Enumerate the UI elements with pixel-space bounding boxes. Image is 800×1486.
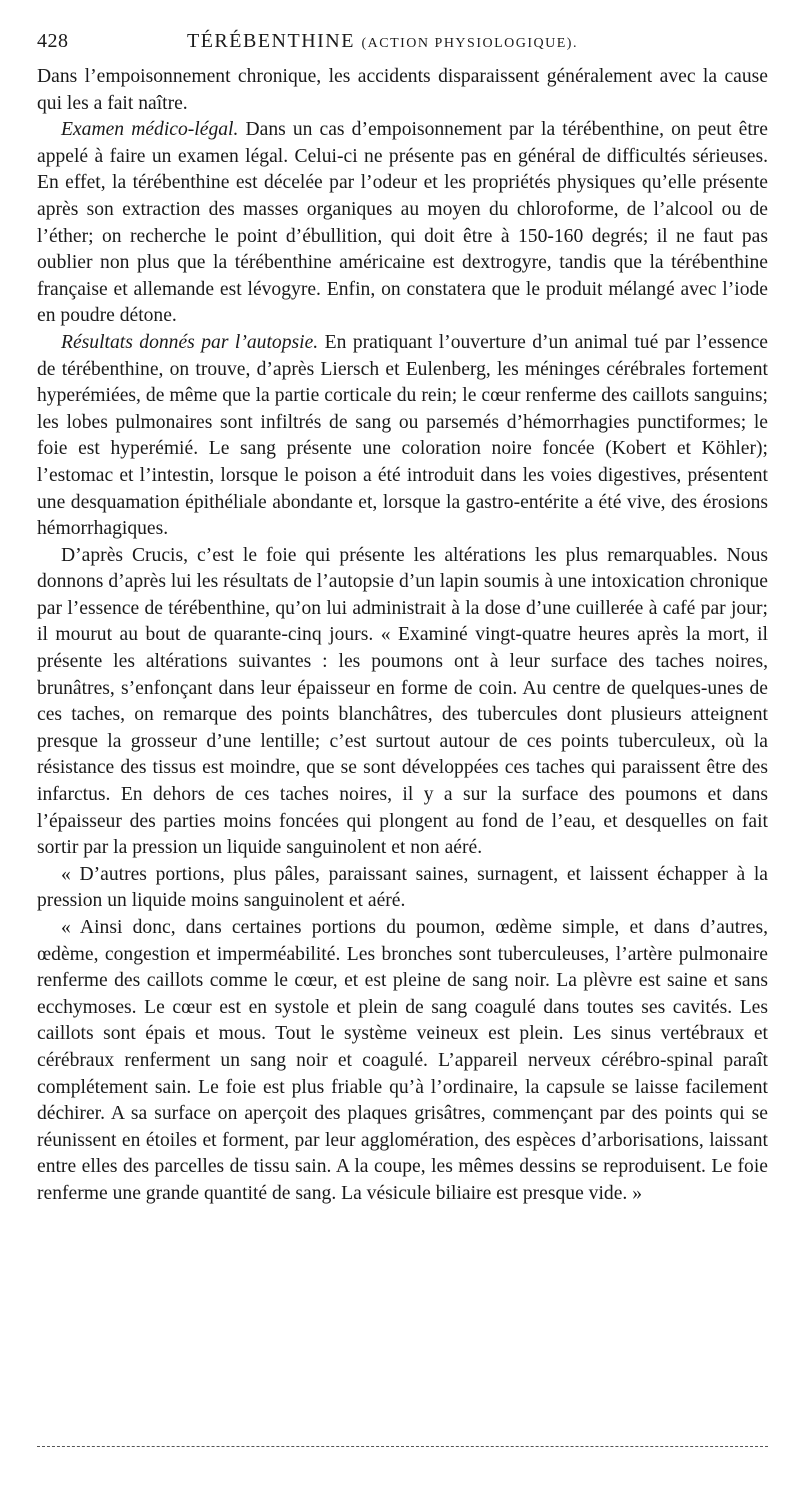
page [37, 30, 768, 1208]
footer-dashed-rule [37, 1446, 768, 1447]
paragraph-text: « Ainsi donc, dans certaines portions du poumon, œdème simple, et dans d’autres, œdème, congestion et imperméabilité. Les bronches sont tuberculeuses, l’artère pulmonaire renferme des caillots comme le cœur, et est pleine de sang noir. La plèvre est saine et sans ecchymoses. Le cœur est en systole et plein de sang coagulé dans toutes ses cavités. Les caillots sont épais et mous. Tout le système veineux est plein. Les sinus vertébraux et cérébraux renferment un sang noir et coagulé. L’appareil nerveux cérébro-spinal paraît complétement sain. Le foie est plus friable qu’à l’ordinaire, la capsule se laisse facilement déchirer. A sa surface on aperçoit des plaques grisâtres, commençant par des points qui se réunissent en étoiles et forment, par leur agglomération, des espèces d’arborisations, laissant entre elles des parcelles de tissu sain. A la coupe, les mêmes dessins se reproduisent. Le foie renferme une grande quantité de sang. La vésicule biliaire est presque vide. » [37, 917, 768, 1204]
paragraph [37, 117, 768, 330]
paragraph-lead: Examen médico-légal. [61, 119, 239, 141]
body-text [37, 64, 768, 1208]
paragraph [37, 915, 768, 1208]
paragraph-text: Dans un cas d’empoisonnement par la térébenthine, on peut être appelé à faire un examen légal. Celui-ci ne présente pas en général de difficultés sérieuses. En effet, la térébenthine est décelée par l’odeur et les propriétés physiques qu’elle présente après son extraction des masses organiques au moyen du chloroforme, de l’alcool ou de l’éther; on recherche le point d’ébullition, qui doit être à 150-160 degrés; il ne faut pas oublier non plus que la térébenthine américaine est dextrogyre, tandis que la térébenthine française et allemande est lévogyre. Enfin, on constatera que le produit mélangé avec l’iode en poudre détone. [37, 119, 768, 327]
paragraph-text: Dans l’empoisonnement chronique, les accidents disparaissent généralement avec la cause qui les a fait naître. [37, 66, 768, 114]
running-title-sub: (ACTION PHYSIOLOGIQUE). [361, 36, 578, 51]
paragraph-lead: Résultats donnés par l’autopsie. [61, 331, 319, 353]
running-title-main: TÉRÉBENTHINE [187, 30, 355, 52]
paragraph [37, 862, 768, 915]
page-number: 428 [37, 30, 69, 52]
paragraph-text: D’après Crucis, c’est le foie qui présente les altérations les plus remarquables. Nous donnons d’après lui les résultats de l’autopsie d’un lapin soumis à une intoxication chronique par l’essence de térébenthine, qu’on lui administrait à la dose d’une cuillerée à café par jour; il mourut au bout de quarante-cinq jours. « Examiné vingt-quatre heures après la mort, il présente les altérations suivantes : les poumons ont à leur surface des taches noires, brunâtres, s’enfonçant dans leur épaisseur en forme de coin. Au centre de quelques-unes de ces taches, on remarque des points blanchâtres, des tubercules dont plusieurs atteignent presque la grosseur d’une lentille; c’est surtout autour de ces points tuberculeux, où la résistance des tissus est moindre, que se sont développées ces taches qui paraissent être des infarctus. En dehors de ces taches noires, il y a sur la surface des poumons et dans l’épaisseur des parties moins foncées qui plongent au fond de l’eau, et desquelles on fait sortir par la pression un liquide sanguinolent et non aéré. [37, 544, 768, 859]
paragraph-text: « D’autres portions, plus pâles, paraissant saines, surnagent, et laissent échapper à la pression un liquide moins sanguinolent et aéré. [37, 863, 768, 912]
running-title [187, 30, 578, 53]
paragraph [37, 64, 768, 117]
paragraph [37, 543, 768, 862]
paragraph [37, 330, 768, 543]
paragraph-text: En pratiquant l’ouverture d’un animal tué par l’essence de térébenthine, on trouve, d’après Liersch et Eulenberg, les méninges cérébrales fortement hyperémiées, de même que la partie corticale du rein; le cœur renferme des caillots sanguins; les lobes pulmonaires sont infiltrés de sang ou parsemés d’hémorrhagies punctiformes; le foie est hyperémié. Le sang présente une coloration noire foncée (Kobert et Köhler); l’estomac et l’intestin, lorsque le poison a été introduit dans les voies digestives, présentent une desquamation épithéliale abondante et, lorsque la gastro-entérite a été vive, des érosions hémorrhagiques. [37, 331, 768, 540]
running-header [37, 30, 768, 64]
